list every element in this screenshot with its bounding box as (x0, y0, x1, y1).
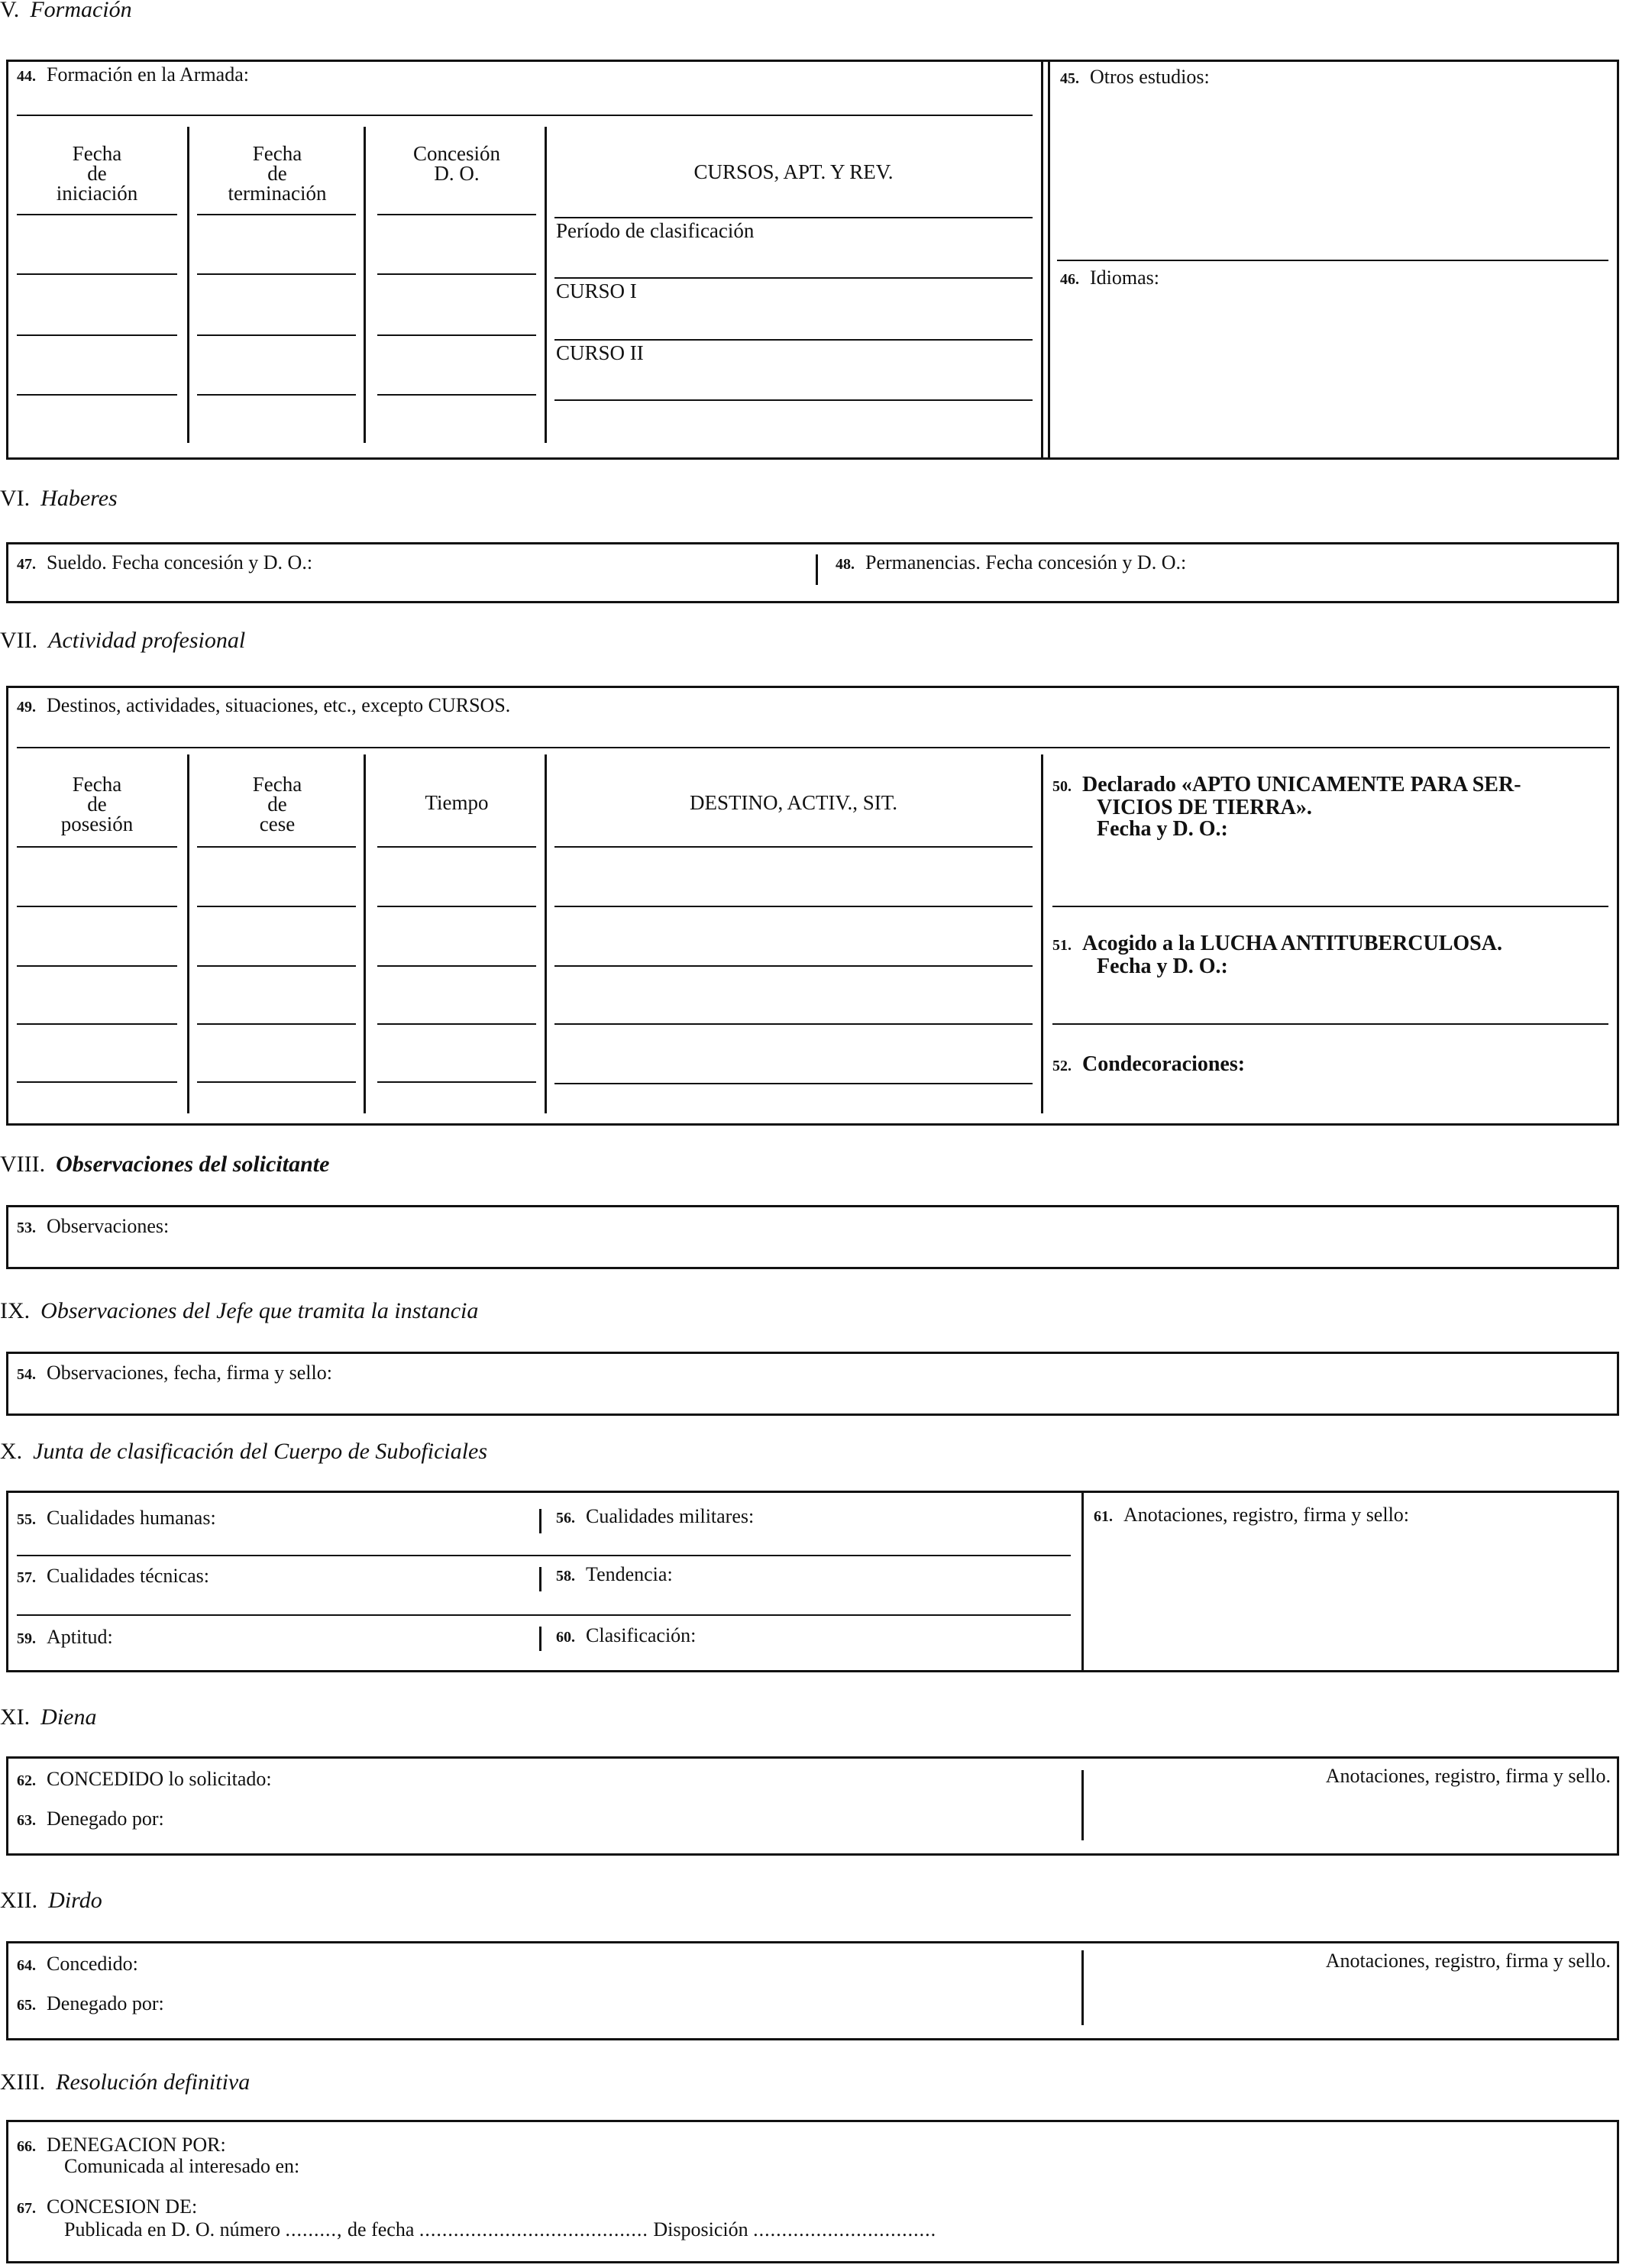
row-curso-1: CURSO I (556, 279, 637, 302)
row-line (377, 334, 536, 336)
row-periodo-clasificacion: Período de clasificación (556, 219, 755, 242)
divider (1081, 1950, 1084, 2025)
col-header-fecha-cese: Fecha de cese (252, 773, 302, 835)
divider (539, 1509, 541, 1533)
divider (187, 127, 189, 443)
divider (17, 115, 1033, 116)
row-line (197, 846, 356, 848)
section-xiii-heading: XIII. Resolución definitiva (0, 2069, 251, 2095)
col-header-fecha-posesion: Fecha de posesión (60, 773, 134, 835)
section-viii-heading: VIII. Observaciones del solicitante (0, 1152, 330, 1177)
col-header-fecha-terminacion: Fecha de terminación (228, 142, 327, 205)
section-xii-heading: XII. Dirdo (0, 1888, 102, 1913)
row-line (554, 399, 1033, 401)
row-line (554, 217, 1033, 218)
divider (17, 1555, 1071, 1556)
diena-anotaciones: Anotaciones, registro, firma y sello. (1325, 1765, 1611, 1787)
field-55-label: 55. Cualidades humanas: (17, 1507, 216, 1529)
row-line (554, 1083, 1033, 1084)
field-51-label: 51. Acogido a la LUCHA ANTITUBERCULOSA. Fecha y D. O.: (1052, 932, 1502, 978)
divider (545, 127, 547, 443)
section-v-heading: V. Formación (0, 0, 132, 22)
row-line (554, 1023, 1033, 1025)
row-line (17, 394, 177, 396)
col-header-destino: DESTINO, ACTIV., SIT. (689, 791, 897, 814)
row-line (554, 906, 1033, 907)
divider (1052, 906, 1608, 907)
section-vi-heading: VI. Haberes (0, 486, 118, 511)
divider (1048, 61, 1050, 458)
divider (187, 754, 189, 1113)
field-65-label: 65. Denegado por: (17, 1992, 164, 2014)
field-57-label: 57. Cualidades técnicas: (17, 1565, 209, 1587)
divider (17, 1614, 1071, 1616)
row-line (17, 1081, 177, 1083)
col-header-tiempo: Tiempo (425, 791, 489, 814)
dirdo-anotaciones: Anotaciones, registro, firma y sello. (1325, 1950, 1611, 1972)
divider (364, 754, 366, 1113)
divider (1081, 1770, 1084, 1840)
row-line (554, 277, 1033, 279)
row-line (197, 1023, 356, 1025)
observaciones-solicitante-box (6, 1205, 1619, 1269)
divider (1057, 260, 1608, 261)
field-67-label: 67. CONCESION DE: Publicada en D. O. número ........., de fecha ........................................ Disposición ................................ (17, 2195, 937, 2241)
field-63-label: 63. Denegado por: (17, 1808, 164, 1830)
field-52-label: 52. Condecoraciones: (1052, 1052, 1246, 1076)
row-line (17, 334, 177, 336)
field-47-label: 47. Sueldo. Fecha concesión y D. O.: (17, 551, 313, 573)
field-44-label: 44. Formación en la Armada: (17, 63, 249, 86)
row-line (17, 846, 177, 848)
divider (816, 554, 818, 585)
row-line (17, 965, 177, 967)
row-line (17, 906, 177, 907)
row-line (377, 846, 536, 848)
field-66-label: 66. DENEGACION POR: Comunicada al interesado en: (17, 2134, 300, 2177)
divider (364, 127, 366, 443)
field-58-label: 58. Tendencia: (556, 1563, 673, 1585)
divider (1041, 61, 1043, 458)
field-60-label: 60. Clasificación: (556, 1624, 697, 1646)
row-line (377, 965, 536, 967)
row-line (377, 1023, 536, 1025)
divider (1041, 754, 1043, 1113)
row-line (197, 965, 356, 967)
row-line (197, 273, 356, 275)
row-line (17, 214, 177, 215)
divider (1052, 1023, 1608, 1025)
row-curso-2: CURSO II (556, 341, 644, 364)
field-49-label: 49. Destinos, actividades, situaciones, etc., excepto CURSOS. (17, 694, 511, 716)
row-line (377, 273, 536, 275)
row-line (554, 339, 1033, 341)
section-xi-heading: XI. Diena (0, 1704, 97, 1730)
row-line (17, 273, 177, 275)
divider (539, 1627, 541, 1651)
divider (545, 754, 547, 1113)
field-54-label: 54. Observaciones, fecha, firma y sello: (17, 1362, 332, 1384)
field-62-label: 62. CONCEDIDO lo solicitado: (17, 1768, 272, 1790)
field-56-label: 56. Cualidades militares: (556, 1505, 755, 1527)
row-line (17, 1023, 177, 1025)
row-line (197, 214, 356, 215)
section-ix-heading: IX. Observaciones del Jefe que tramita la instancia (0, 1298, 479, 1323)
col-header-cursos: CURSOS, APT. Y REV. (693, 160, 894, 183)
row-line (377, 214, 536, 215)
field-59-label: 59. Aptitud: (17, 1626, 113, 1648)
divider (539, 1567, 541, 1591)
divider (1081, 1492, 1084, 1671)
field-50-label: 50. Declarado «APTO UNICAMENTE PARA SER- VICIOS DE TIERRA». Fecha y D. O.: (1052, 773, 1521, 841)
row-line (554, 846, 1033, 848)
section-vii-heading: VII. Actividad profesional (0, 628, 246, 653)
field-45-label: 45. Otros estudios: (1060, 66, 1210, 88)
row-line (197, 1081, 356, 1083)
row-line (377, 1081, 536, 1083)
divider (17, 747, 1610, 748)
row-line (377, 906, 536, 907)
field-46-label: 46. Idiomas: (1060, 267, 1159, 289)
field-53-label: 53. Observaciones: (17, 1215, 170, 1237)
row-line (197, 394, 356, 396)
row-line (197, 334, 356, 336)
section-x-heading: X. Junta de clasificación del Cuerpo de Suboficiales (0, 1439, 488, 1464)
field-64-label: 64. Concedido: (17, 1953, 138, 1975)
field-61-label: 61. Anotaciones, registro, firma y sello: (1094, 1504, 1410, 1526)
col-header-concesion-do: Concesión D. O. (413, 142, 500, 185)
row-line (197, 906, 356, 907)
col-header-fecha-iniciacion: Fecha de iniciación (56, 142, 138, 205)
field-48-label: 48. Permanencias. Fecha concesión y D. O.: (836, 551, 1187, 573)
row-line (554, 965, 1033, 967)
row-line (377, 394, 536, 396)
